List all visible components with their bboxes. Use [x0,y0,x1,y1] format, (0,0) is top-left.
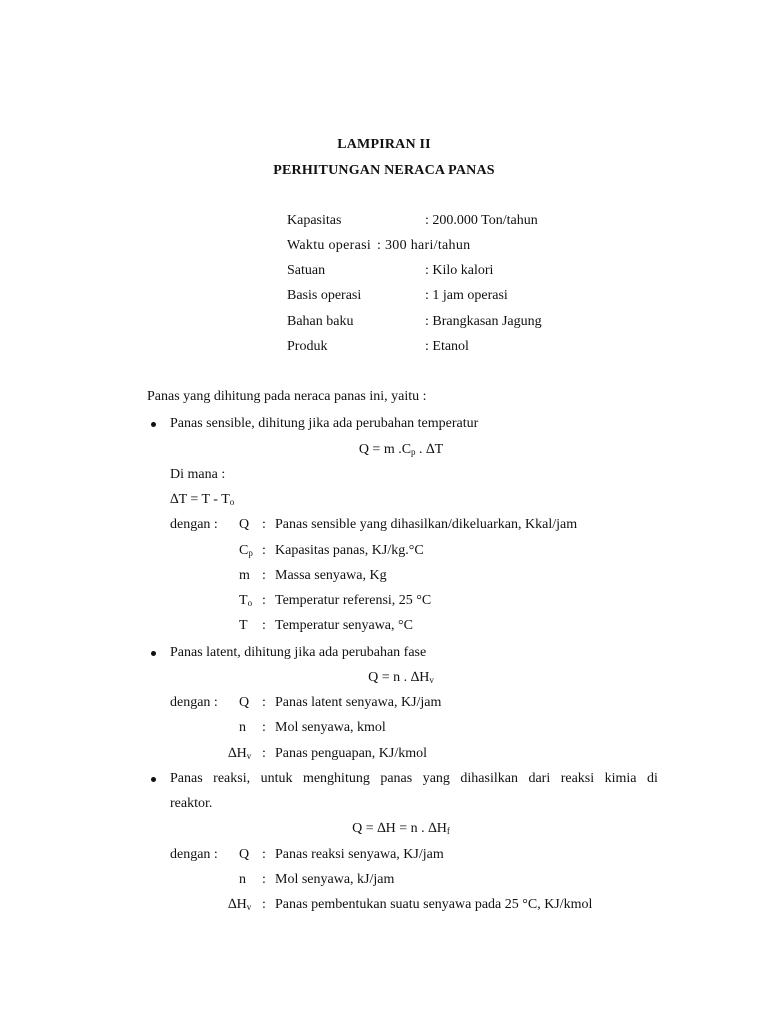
def-colon: : [262,847,266,862]
def-colon: : [262,517,266,532]
def-symbol: Q [239,847,250,862]
page-subtitle: PERHITUNGAN NERACA PANAS [273,163,495,178]
intro-text: Panas yang dihitung pada neraca panas ini, yaitu : [147,389,427,404]
def-symbol: n [239,872,246,887]
reaksi-heading: Panas reaksi, untuk menghitung panas yang dihasilkan dari reaksi kimia di [170,771,658,786]
reaksi-equation: Q = ∆H = n . $\Delta H_f$ [352,821,450,836]
def-colon: : [262,695,266,710]
def-description: Kapasitas panas, KJ/kg.°C [275,543,424,558]
dengan-label: dengan : [170,517,218,532]
def-colon: : [262,720,266,735]
info-value-basis-operasi: : 1 jam operasi [425,288,508,303]
def-symbol: m [239,568,250,583]
def-description: Panas pembentukan suatu senyawa pada 25 °C, KJ/kmol [275,897,593,912]
def-description: Temperatur referensi, 25 °C [275,593,432,608]
def-colon: : [262,568,266,583]
bullet-icon [151,422,156,427]
dengan-label: dengan : [170,695,218,710]
latent-equation: Q = n . $\Delta H_v$ [368,670,434,685]
info-label-waktu-operasi: Waktu operasi [287,238,372,253]
def-description: Panas penguapan, KJ/kmol [275,746,428,761]
def-colon: : [262,593,266,608]
def-colon: : [262,746,266,761]
def-symbol: $\Delta H_v$ [228,746,252,761]
sensible-heading: Panas sensible, dihitung jika ada perubahan temperatur [170,416,479,431]
def-symbol: Q [239,695,250,710]
bullet-icon [151,777,156,782]
def-colon: : [262,618,266,633]
info-label-kapasitas: Kapasitas [287,213,342,228]
def-colon: : [262,872,266,887]
def-description: Mol senyawa, kmol [275,720,386,735]
latent-heading: Panas latent, dihitung jika ada perubahan fase [170,645,427,660]
def-colon: : [262,543,266,558]
info-value-satuan: : Kilo kalori [425,263,494,278]
info-label-satuan: Satuan [287,263,326,278]
def-symbol: n [239,720,246,735]
page-title: LAMPIRAN II [337,137,431,152]
def-description: Panas sensible yang dihasilkan/dikeluarkan, Kkal/jam [275,517,578,532]
info-value-produk: : Etanol [425,339,469,354]
info-value-kapasitas: : 200.000 Ton/tahun [425,213,538,228]
dimana-label: Di mana : [170,467,226,482]
reaksi-heading-continued: reaktor. [170,796,213,811]
def-description: Mol senyawa, kJ/jam [275,872,395,887]
bullet-icon [151,651,156,656]
delta-t-equation: $\Delta T = T - T_o$ [170,492,235,507]
info-label-basis-operasi: Basis operasi [287,288,362,303]
def-symbol: $T_o$ [239,593,253,608]
def-symbol: Q [239,517,250,532]
def-symbol: $\Delta H_v$ [228,897,252,912]
info-value-waktu-operasi: : 300 hari/tahun [377,238,471,253]
def-description: Panas latent senyawa, KJ/jam [275,695,442,710]
info-label-produk: Produk [287,339,328,354]
def-symbol: $C_p$ [239,543,253,558]
info-label-bahan-baku: Bahan baku [287,314,354,329]
dengan-label: dengan : [170,847,218,862]
def-description: Massa senyawa, Kg [275,568,387,583]
def-description: Temperatur senyawa, °C [275,618,413,633]
def-colon: : [262,897,266,912]
def-symbol: T [239,618,248,633]
def-description: Panas reaksi senyawa, KJ/jam [275,847,444,862]
sensible-equation: Q = m $.C_p$ . ∆T [358,442,444,457]
info-value-bahan-baku: : Brangkasan Jagung [425,314,542,329]
